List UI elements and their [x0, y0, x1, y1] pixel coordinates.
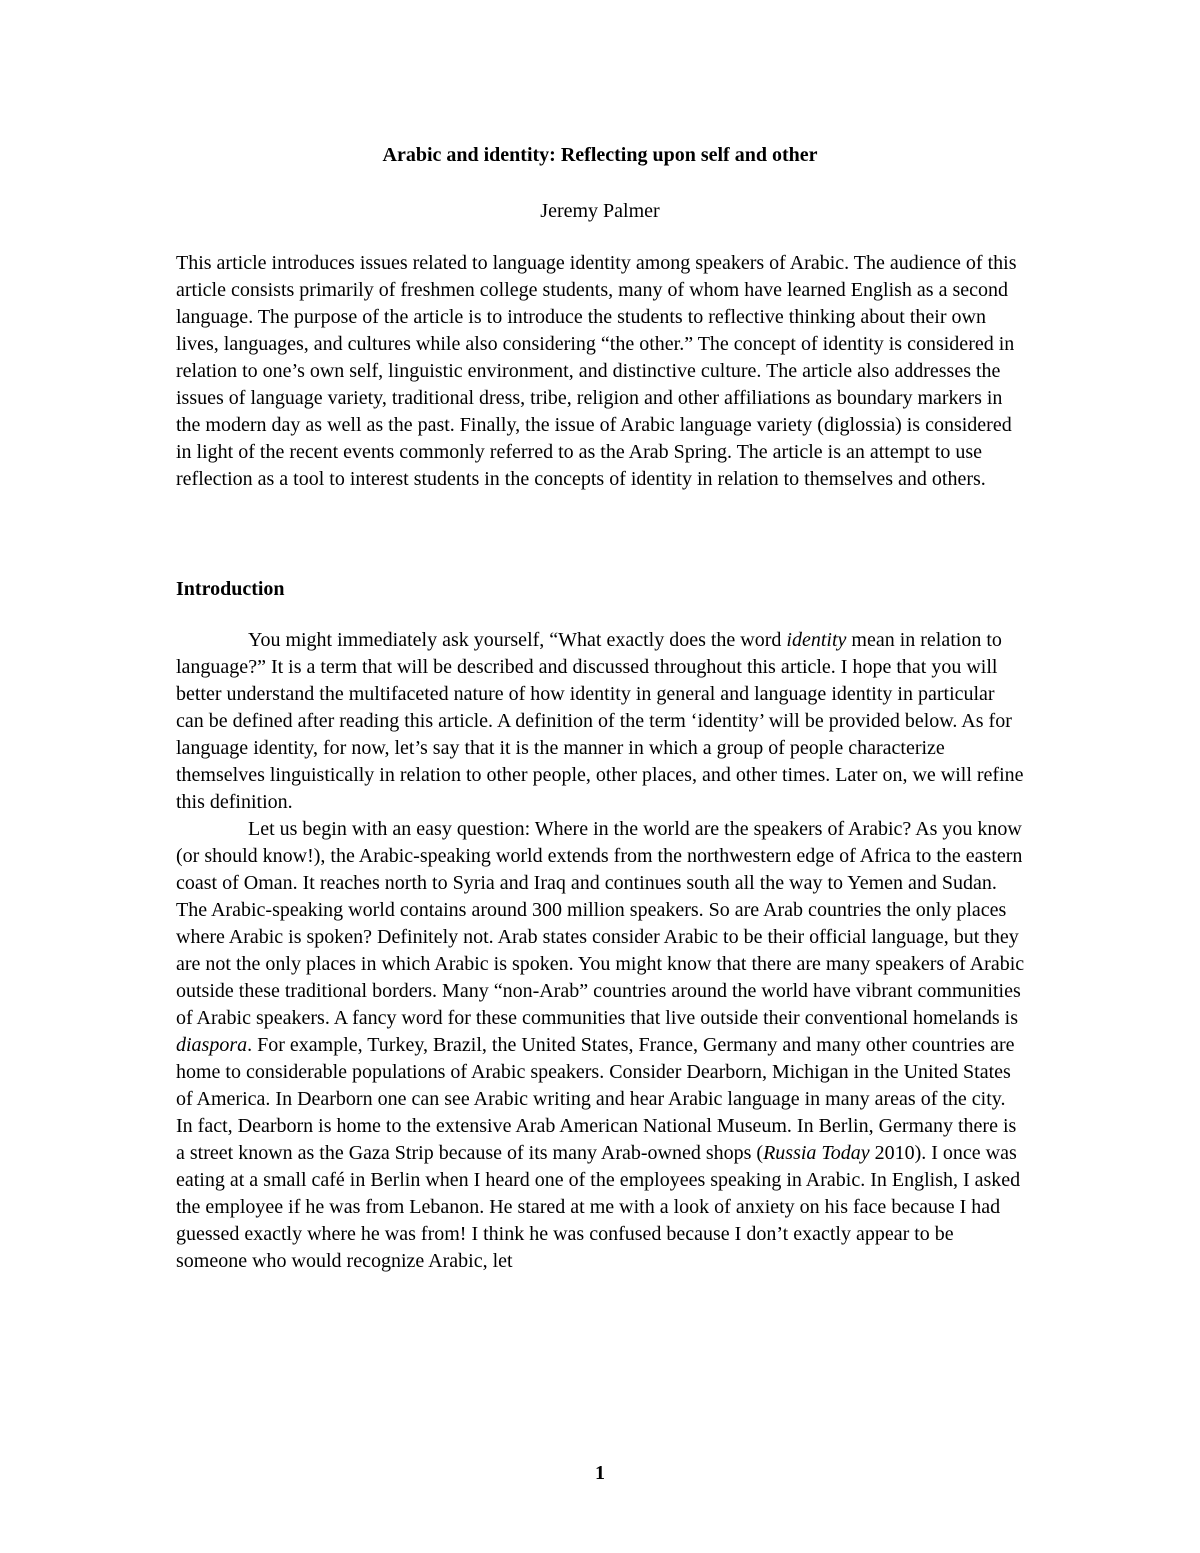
section-heading-introduction: Introduction [176, 578, 285, 600]
document-title: Arabic and identity: Reflecting upon self and other [382, 144, 818, 166]
paragraph-2-italic-term: diaspora [176, 1034, 248, 1056]
body-paragraph-2 [176, 816, 1026, 1275]
introduction-body [176, 627, 1026, 1275]
paragraph-2-italic-source: Russia Today [763, 1142, 870, 1164]
body-paragraph-1 [176, 627, 1026, 816]
abstract-paragraph: This article introduces issues related to language identity among speakers of Arabic. The audience of this article consists primarily of freshmen college students, many of whom have learned English as a second language. The purpose of the article is to introduce the students to reflective thinking about their own lives, languages, and cultures while also considering “the other.” The concept of identity is considered in relation to one’s own self, linguistic environment, and distinctive culture. The article also addresses the issues of language variety, traditional dress, tribe, religion and other affiliations as boundary markers in the modern day as well as the past. Finally, the issue of Arabic language variety (diglossia) is considered in light of the recent events commonly referred to as the Arab Spring. The article is an attempt to use reflection as a tool to interest students in the concepts of identity in relation to themselves and others. [176, 252, 1017, 490]
author-name: Jeremy Palmer [540, 200, 660, 222]
paragraph-1-text-b: mean in relation to language?” It is a term that will be described and discussed throughout this article. I hope that you will better understand the multifaceted nature of how identity in general and language identity in particular can be defined after reading this article. A definition of the term ‘identity’ will be provided below. As for language identity, for now, let’s say that it is the manner in which a group of people characterize themselves linguistically in relation to other people, other places, and other times. Later on, we will refine this definition. [176, 629, 1024, 813]
paragraph-2-text-a: Let us begin with an easy question: Where in the world are the speakers of Arabic? As you know (or should know!), the Arabic-speaking world extends from the northwestern edge of Africa to the eastern coast of Oman. It reaches north to Syria and Iraq and continues south all the way to Yemen and Sudan. The Arabic-speaking world contains around 300 million speakers. So are Arab countries the only places where Arabic is spoken? Definitely not. Arab states consider Arabic to be their official language, but they are not the only places in which Arabic is spoken. You might know that there are many speakers of Arabic outside these traditional borders. Many “non-Arab” countries around the world have vibrant communities of Arabic speakers. A fancy word for these communities that live outside their conventional homelands is [176, 818, 1025, 1029]
page-number: 1 [595, 1462, 605, 1484]
paragraph-2-text-b: . For example, Turkey, Brazil, the United States, France, Germany and many other countries are home to considerable populations of Arabic speakers. Consider Dearborn, Michigan in the United States of America. In Dearborn one can see Arabic writing and hear Arabic language in many areas of the city. In fact, Dearborn is home to the extensive Arab American National Museum. In Berlin, Germany there is a street known as the Gaza Strip because of its many Arab-owned shops ( [176, 1034, 1017, 1164]
paragraph-2-text-c: 2010). I once was eating at a small café in Berlin when I heard one of the employees speaking in Arabic. In English, I asked the employee if he was from Lebanon. He stared at me with a look of anxiety on his face because I had guessed exactly where he was from! I think he was confused because I don’t exactly appear to be someone who would recognize Arabic, let [176, 1142, 1021, 1272]
paragraph-1-italic-term: identity [786, 629, 847, 651]
paragraph-1-text-a: You might immediately ask yourself, “What exactly does the word [248, 629, 787, 651]
